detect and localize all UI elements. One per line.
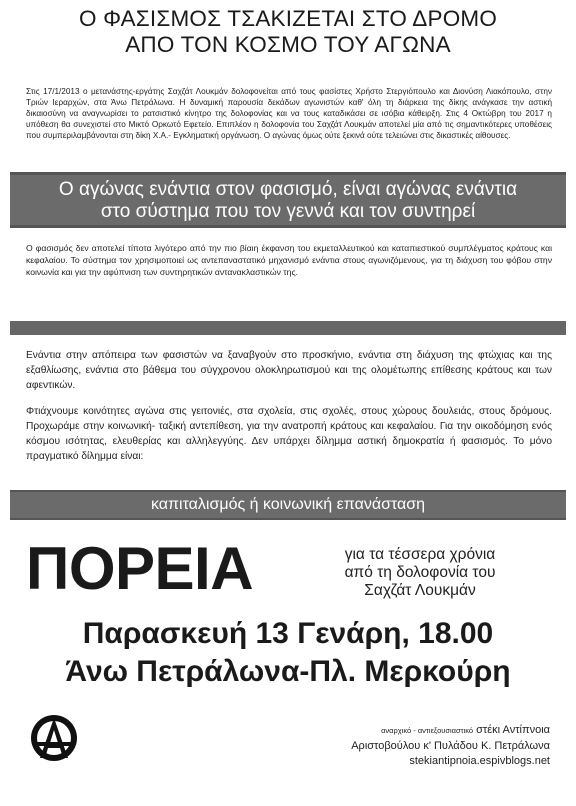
against-paragraph: Ενάντια στην απόπειρα των φασιστών να ξαναβγούν στο προσκήνιο, ενάντια στη διάχυση της φτώχιας και της εξαθλίωσης, ενάντια στο βάθεμα του σύγχρονου ολοκληρωτισμού και της ολομέτωπης επίθεσης κράτους και των αφεντικών.	[26, 350, 552, 391]
intro-paragraph: Στις 17/1/2013 ο μετανάστης-εργάτης Σαχζάτ Λουκμάν δολοφονείται από τους φασίστες Χρήστο Στεργιόπουλο και Διονύση Λιακόπουλο, στην Τριών Ιεραρχών, στα Άνω Πετράλωνα. Η δυναμική παρουσία δεκάδων αγωνιστών καθ' όλη τη διάρκεια της δίκης ανάγκασε την αστική δικαιοσύνη να αναγνωρίσει το ρατσιστικό κίνητρο της δολοφονίας και να τους καταδικάσει σε ισόβια κάθειρξη. Στις 4 Οκτώβρη του 2017 η υπόθεση θα συνεχιστεί στο Μικτό Ορκωτό Εφετείο. Επιπλέον η δολοφονία του Σαχζάτ Λουκμάν αποτελεί μία από τις σημαντικότερες υποθέσεις που συμπεριλαμβάνονται στη δίκη Χ.Α.- Εγκληματική οργάνωση. Ο αγώνας όμως ούτε ξεκινά ούτε τελειώνει στις δικαστικές αίθουσες.	[26, 87, 552, 140]
fascism-paragraph: Ο φασισμός δεν αποτελεί τίποτα λιγότερο από την πιο βίαιη έκφανση του εκμεταλλευτικού και καταπιεστικού συμπλέγματος κράτους και κεφαλαίου. Το σύστημα τον χρησιμοποιεί ως αντεπαναστατικό μηχανισμό ενάντια στους αγωνιζόμενους, για τη διάχυση του φόβου στην κοινωνία και για την αφύπνιση των συντηρητικών αντανακλαστικών της.	[26, 243, 552, 277]
banner-line-2: στο σύστημα που τον γεννά και τον συντηρεί	[100, 201, 476, 222]
page-title	[0, 6, 576, 58]
footer-url: stekiantipnoia.espivblogs.net	[409, 755, 550, 767]
title-line-1: Ο ΦΑΣΙΣΜΟΣ ΤΣΑΚΙΖΕΤΑΙ ΣΤΟ ΔΡΟΜΟ	[78, 6, 498, 31]
anarchy-icon	[30, 714, 78, 762]
subtitle-line-2: από τη δολοφονία του	[344, 564, 496, 581]
march-subtitle	[270, 546, 570, 600]
slogan-banner: καπιταλισμός ή κοινωνική επανάσταση	[10, 490, 566, 520]
footer-address: Αριστοβούλου κ' Πυλάδου Κ. Πετράλωνα	[351, 740, 550, 752]
divider-bar	[10, 321, 566, 335]
event-place: Άνω Πετράλωνα-Πλ. Μερκούρη	[65, 655, 511, 688]
march-word: ΠΟΡΕΙΑ	[26, 535, 254, 602]
footer-info	[210, 722, 550, 769]
headline-banner	[10, 172, 566, 228]
footer-prefix: αναρχικό - αντιεξουσιαστικό	[381, 726, 474, 735]
communities-paragraph: Φτιάχνουμε κοινότητες αγώνα στις γειτονιές, στα σχολεία, στις σχολές, στους χώρους δουλειάς, στους δρόμους. Προχωράμε στην κοινωνική- ταξική αντεπίθεση, για την ανατροπή κράτους και κεφαλαίου. Για την οικοδόμηση ενός κόσμου ισότητας, ελευθερίας και αλληλεγγύης. Δεν υπάρχει δίλημμα αστική δημοκρατία ή φασισμός. Το μόνο πραγματικό δίλημμα είναι:	[26, 406, 552, 462]
subtitle-line-3: Σαχζάτ Λουκμάν	[364, 582, 476, 599]
event-date: Παρασκευή 13 Γενάρη, 18.00	[82, 617, 494, 650]
title-line-2: ΑΠΟ ΤΟΝ ΚΟΣΜΟ ΤΟΥ ΑΓΩΝΑ	[125, 32, 451, 57]
footer-name: στέκι Αντίπνοια	[476, 724, 550, 736]
banner-line-1: Ο αγώνας ενάντια στον φασισμό, είναι αγώνας ενάντια	[58, 179, 518, 200]
subtitle-line-1: για τα τέσσερα χρόνια	[344, 546, 496, 563]
